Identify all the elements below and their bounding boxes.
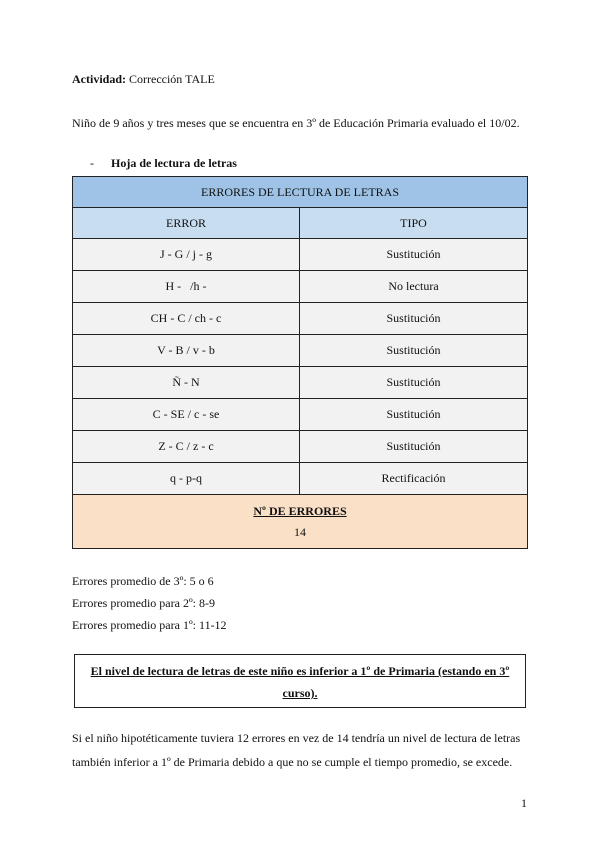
paragraph-line: Si el niño hipotéticamente tuviera 12 errores en vez de 14 tendría un nivel de lectura de letras — [72, 731, 521, 745]
conclusion-line: curso). — [282, 686, 318, 700]
tipo-cell: Sustitución — [300, 431, 528, 463]
table-title: ERRORES DE LECTURA DE LETRAS — [73, 177, 528, 208]
table-row — [73, 239, 528, 271]
tipo-cell: Rectificación — [300, 463, 528, 495]
error-cell: q - p-q — [73, 463, 300, 495]
table-row — [73, 367, 528, 399]
conclusion-line: El nivel de lectura de letras de este niño es inferior a 1º de Primaria (estando en 3º — [90, 664, 510, 678]
error-cell: H - /h - — [73, 271, 300, 303]
tipo-cell: No lectura — [300, 271, 528, 303]
paragraph-line: también inferior a 1º de Primaria debido a que no se cumple el tiempo promedio, se excede. — [72, 755, 513, 769]
table-row — [73, 463, 528, 495]
hypothetical-paragraph — [72, 726, 528, 774]
bullet-text: Hoja de lectura de letras — [111, 156, 237, 170]
error-cell: Z - C / z - c — [73, 431, 300, 463]
average-line: Errores promedio para 2º: 8-9 — [72, 596, 216, 610]
averages-list — [72, 570, 227, 636]
error-cell: V - B / v - b — [73, 335, 300, 367]
tipo-cell: Sustitución — [300, 239, 528, 271]
tipo-cell: Sustitución — [300, 367, 528, 399]
activity-line — [72, 72, 215, 87]
average-line: Errores promedio de 3º: 5 o 6 — [72, 574, 214, 588]
table-total-row — [73, 495, 528, 549]
table-row — [73, 431, 528, 463]
average-line: Errores promedio para 1º: 11-12 — [72, 618, 227, 632]
error-cell: Ñ - N — [73, 367, 300, 399]
tipo-cell: Sustitución — [300, 335, 528, 367]
bullet-item — [90, 156, 237, 171]
header-tipo: TIPO — [300, 208, 528, 239]
tipo-cell: Sustitución — [300, 399, 528, 431]
intro-text: Niño de 9 años y tres meses que se encuentra en 3º de Educación Primaria evaluado el 10/02. — [72, 116, 520, 130]
table-row — [73, 303, 528, 335]
table-row — [73, 271, 528, 303]
table-row — [73, 335, 528, 367]
total-value: 14 — [294, 524, 306, 539]
bullet-dash: - — [90, 156, 94, 170]
activity-value: Corrección TALE — [126, 72, 215, 86]
table-header-row — [73, 208, 528, 239]
error-cell: CH - C / ch - c — [73, 303, 300, 335]
errors-table — [72, 176, 528, 549]
error-cell: J - G / j - g — [73, 239, 300, 271]
tipo-cell: Sustitución — [300, 303, 528, 335]
header-error: ERROR — [73, 208, 300, 239]
table-title-row — [73, 177, 528, 208]
total-cell — [73, 495, 528, 549]
conclusion-box — [74, 654, 526, 708]
error-cell: C - SE / c - se — [73, 399, 300, 431]
page-number: 1 — [521, 796, 527, 810]
total-label: Nº DE ERRORES — [253, 503, 347, 518]
table-row — [73, 399, 528, 431]
activity-label: Actividad: — [72, 72, 126, 86]
